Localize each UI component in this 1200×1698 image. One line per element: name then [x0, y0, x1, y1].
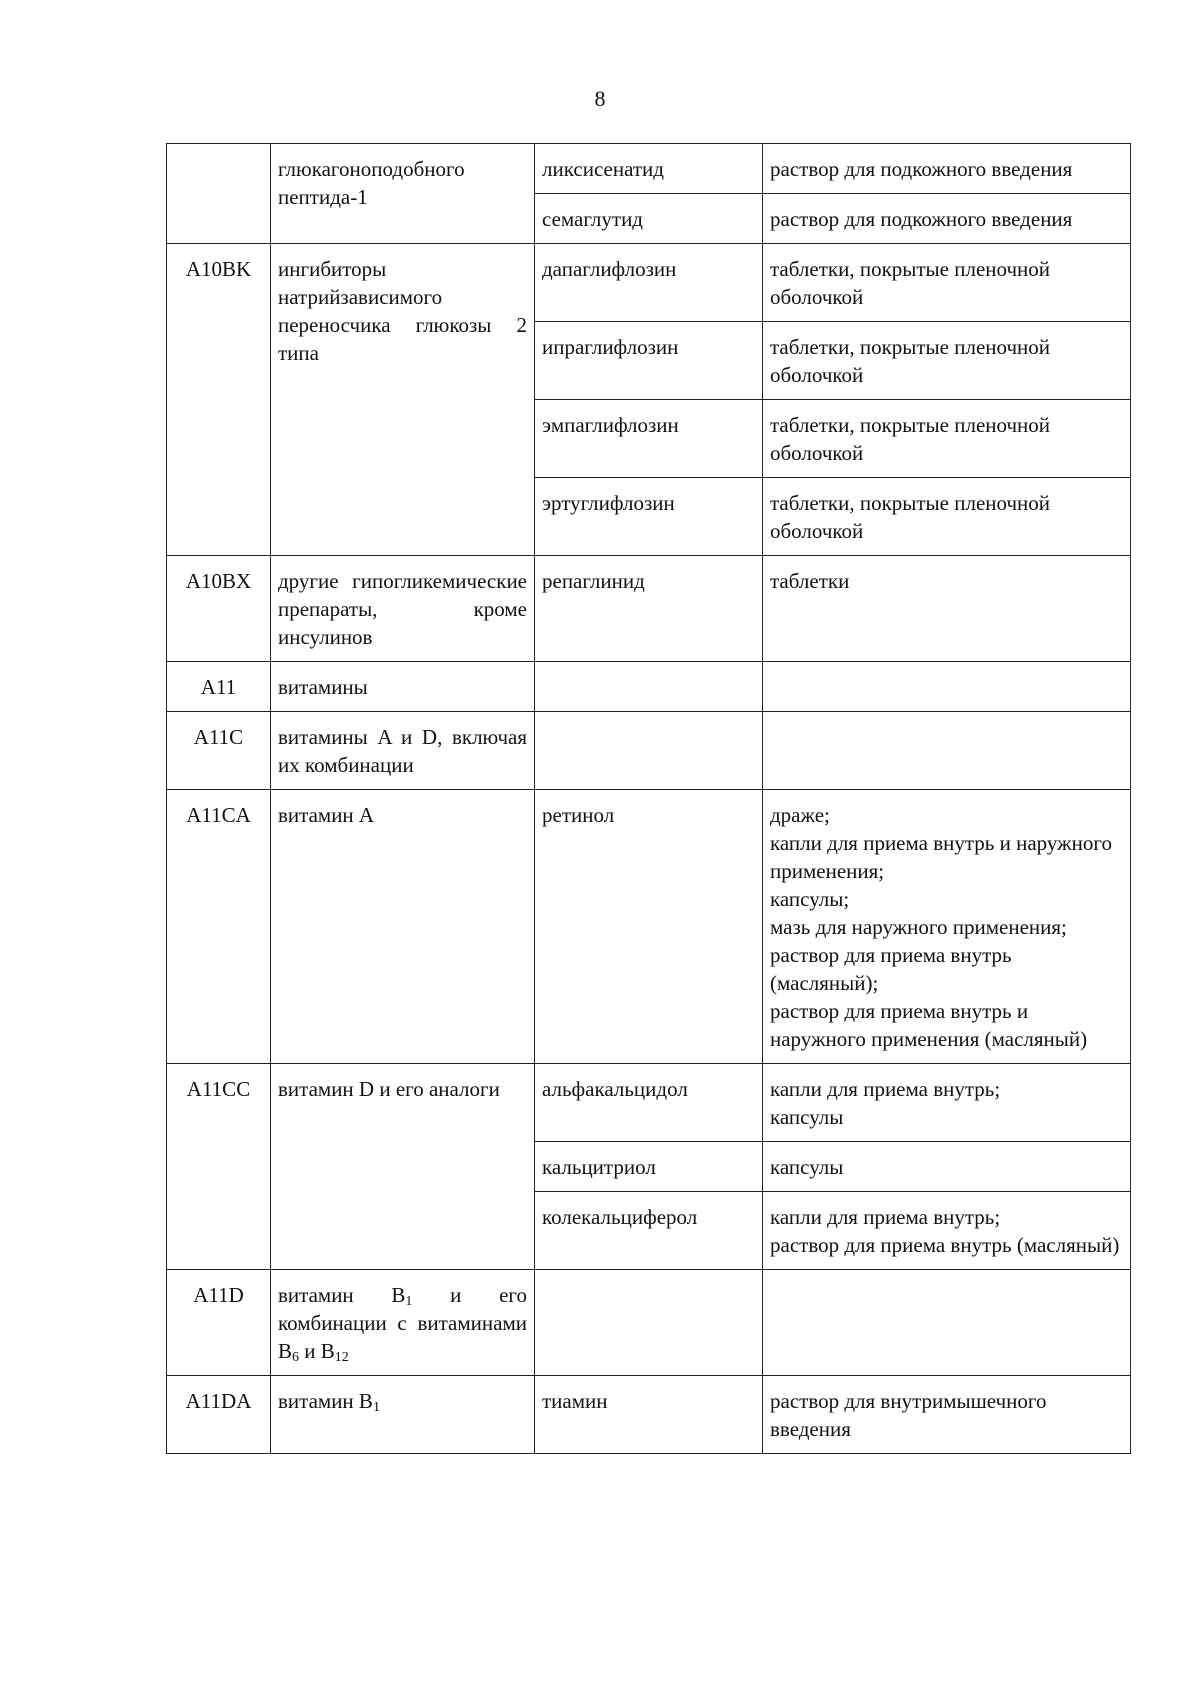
atc-code-cell: A10BK [167, 244, 271, 556]
dosage-form-cell: раствор для внутримышечного введения [763, 1376, 1131, 1454]
dosage-form-line: мазь для наружного применения; [770, 915, 1067, 939]
drug-name-cell [535, 1270, 763, 1376]
dosage-form-line: раствор для приема внутрь (масляный); [770, 943, 1012, 995]
dosage-form-cell: капсулы [763, 1142, 1131, 1192]
dosage-form-cell: таблетки, покрытые пленочной оболочкой [763, 322, 1131, 400]
dosage-form-line: раствор для приема внутрь (масляный) [770, 1233, 1120, 1257]
dosage-form-line: драже; [770, 803, 830, 827]
table-row [167, 556, 1131, 662]
dosage-form-cell [763, 1064, 1131, 1142]
atc-group-cell: витамин D и его аналоги [271, 1064, 535, 1270]
atc-code-cell: A11C [167, 712, 271, 790]
dosage-form-cell [763, 712, 1131, 790]
atc-group-cell [271, 1376, 535, 1454]
drug-name-cell: колекальциферол [535, 1192, 763, 1270]
drug-name-cell: эртуглифлозин [535, 478, 763, 556]
atc-group-cell: ингибиторы натрийзависимого переносчика глюкозы 2 типа [271, 244, 535, 556]
subscript: 6 [292, 1350, 300, 1365]
drug-name-cell: репаглинид [535, 556, 763, 662]
atc-code-cell [167, 144, 271, 244]
table-row [167, 244, 1131, 322]
drug-table [166, 143, 1131, 1454]
group-text: витамин B [278, 1389, 373, 1413]
dosage-form-line: капли для приема внутрь и наружного применения; [770, 831, 1112, 883]
drug-name-cell: эмпаглифлозин [535, 400, 763, 478]
dosage-form-line: капли для приема внутрь; [770, 1077, 1001, 1101]
atc-group-cell [271, 1270, 535, 1376]
subscript: 12 [334, 1350, 349, 1365]
drug-name-cell: дапаглифлозин [535, 244, 763, 322]
table-row [167, 662, 1131, 712]
dosage-form-cell: таблетки, покрытые пленочной оболочкой [763, 244, 1131, 322]
dosage-form-cell [763, 1270, 1131, 1376]
drug-name-cell [535, 662, 763, 712]
atc-code-cell: A11DA [167, 1376, 271, 1454]
group-text: витамин B [278, 1283, 406, 1307]
dosage-form-line: капсулы [770, 1105, 844, 1129]
subscript: 1 [372, 1400, 380, 1415]
table-row [167, 1376, 1131, 1454]
drug-name-cell: ретинол [535, 790, 763, 1064]
dosage-form-line: капли для приема внутрь; [770, 1205, 1001, 1229]
group-text: и его комбинации с витаминами B [278, 1283, 527, 1363]
dosage-form-line: раствор для приема внутрь и наружного применения (масляный) [770, 999, 1088, 1051]
page-number: 8 [594, 86, 606, 111]
drug-name-cell: ликсисенатид [535, 144, 763, 194]
drug-name-cell: тиамин [535, 1376, 763, 1454]
drug-name-cell: ипраглифлозин [535, 322, 763, 400]
table-row [167, 712, 1131, 790]
dosage-form-cell: раствор для подкожного введения [763, 144, 1131, 194]
dosage-form-cell [763, 1192, 1131, 1270]
dosage-form-cell: таблетки [763, 556, 1131, 662]
table-row [167, 144, 1131, 194]
dosage-form-cell: таблетки, покрытые пленочной оболочкой [763, 478, 1131, 556]
atc-code-cell: A11 [167, 662, 271, 712]
group-text: и B [299, 1339, 335, 1363]
atc-group-cell: глюкагоноподобного пептида-1 [271, 144, 535, 244]
drug-name-cell [535, 712, 763, 790]
atc-code-cell: A11CC [167, 1064, 271, 1270]
atc-code-cell: A10BX [167, 556, 271, 662]
drug-name-cell: кальцитриол [535, 1142, 763, 1192]
table-row [167, 1270, 1131, 1376]
subscript: 1 [405, 1294, 413, 1309]
dosage-form-cell: таблетки, покрытые пленочной оболочкой [763, 400, 1131, 478]
drug-name-cell: семаглутид [535, 194, 763, 244]
dosage-form-cell [763, 662, 1131, 712]
atc-group-cell: другие гипогликемические препараты, кроме инсулинов [271, 556, 535, 662]
table-row [167, 790, 1131, 1064]
dosage-form-cell: раствор для подкожного введения [763, 194, 1131, 244]
atc-group-cell: витамины [271, 662, 535, 712]
drug-name-cell: альфакальцидол [535, 1064, 763, 1142]
atc-group-cell: витамины A и D, включая их комбинации [271, 712, 535, 790]
dosage-form-line: капсулы; [770, 887, 850, 911]
atc-code-cell: A11CA [167, 790, 271, 1064]
atc-group-cell: витамин A [271, 790, 535, 1064]
atc-code-cell: A11D [167, 1270, 271, 1376]
table-row [167, 1064, 1131, 1142]
dosage-form-cell [763, 790, 1131, 1064]
